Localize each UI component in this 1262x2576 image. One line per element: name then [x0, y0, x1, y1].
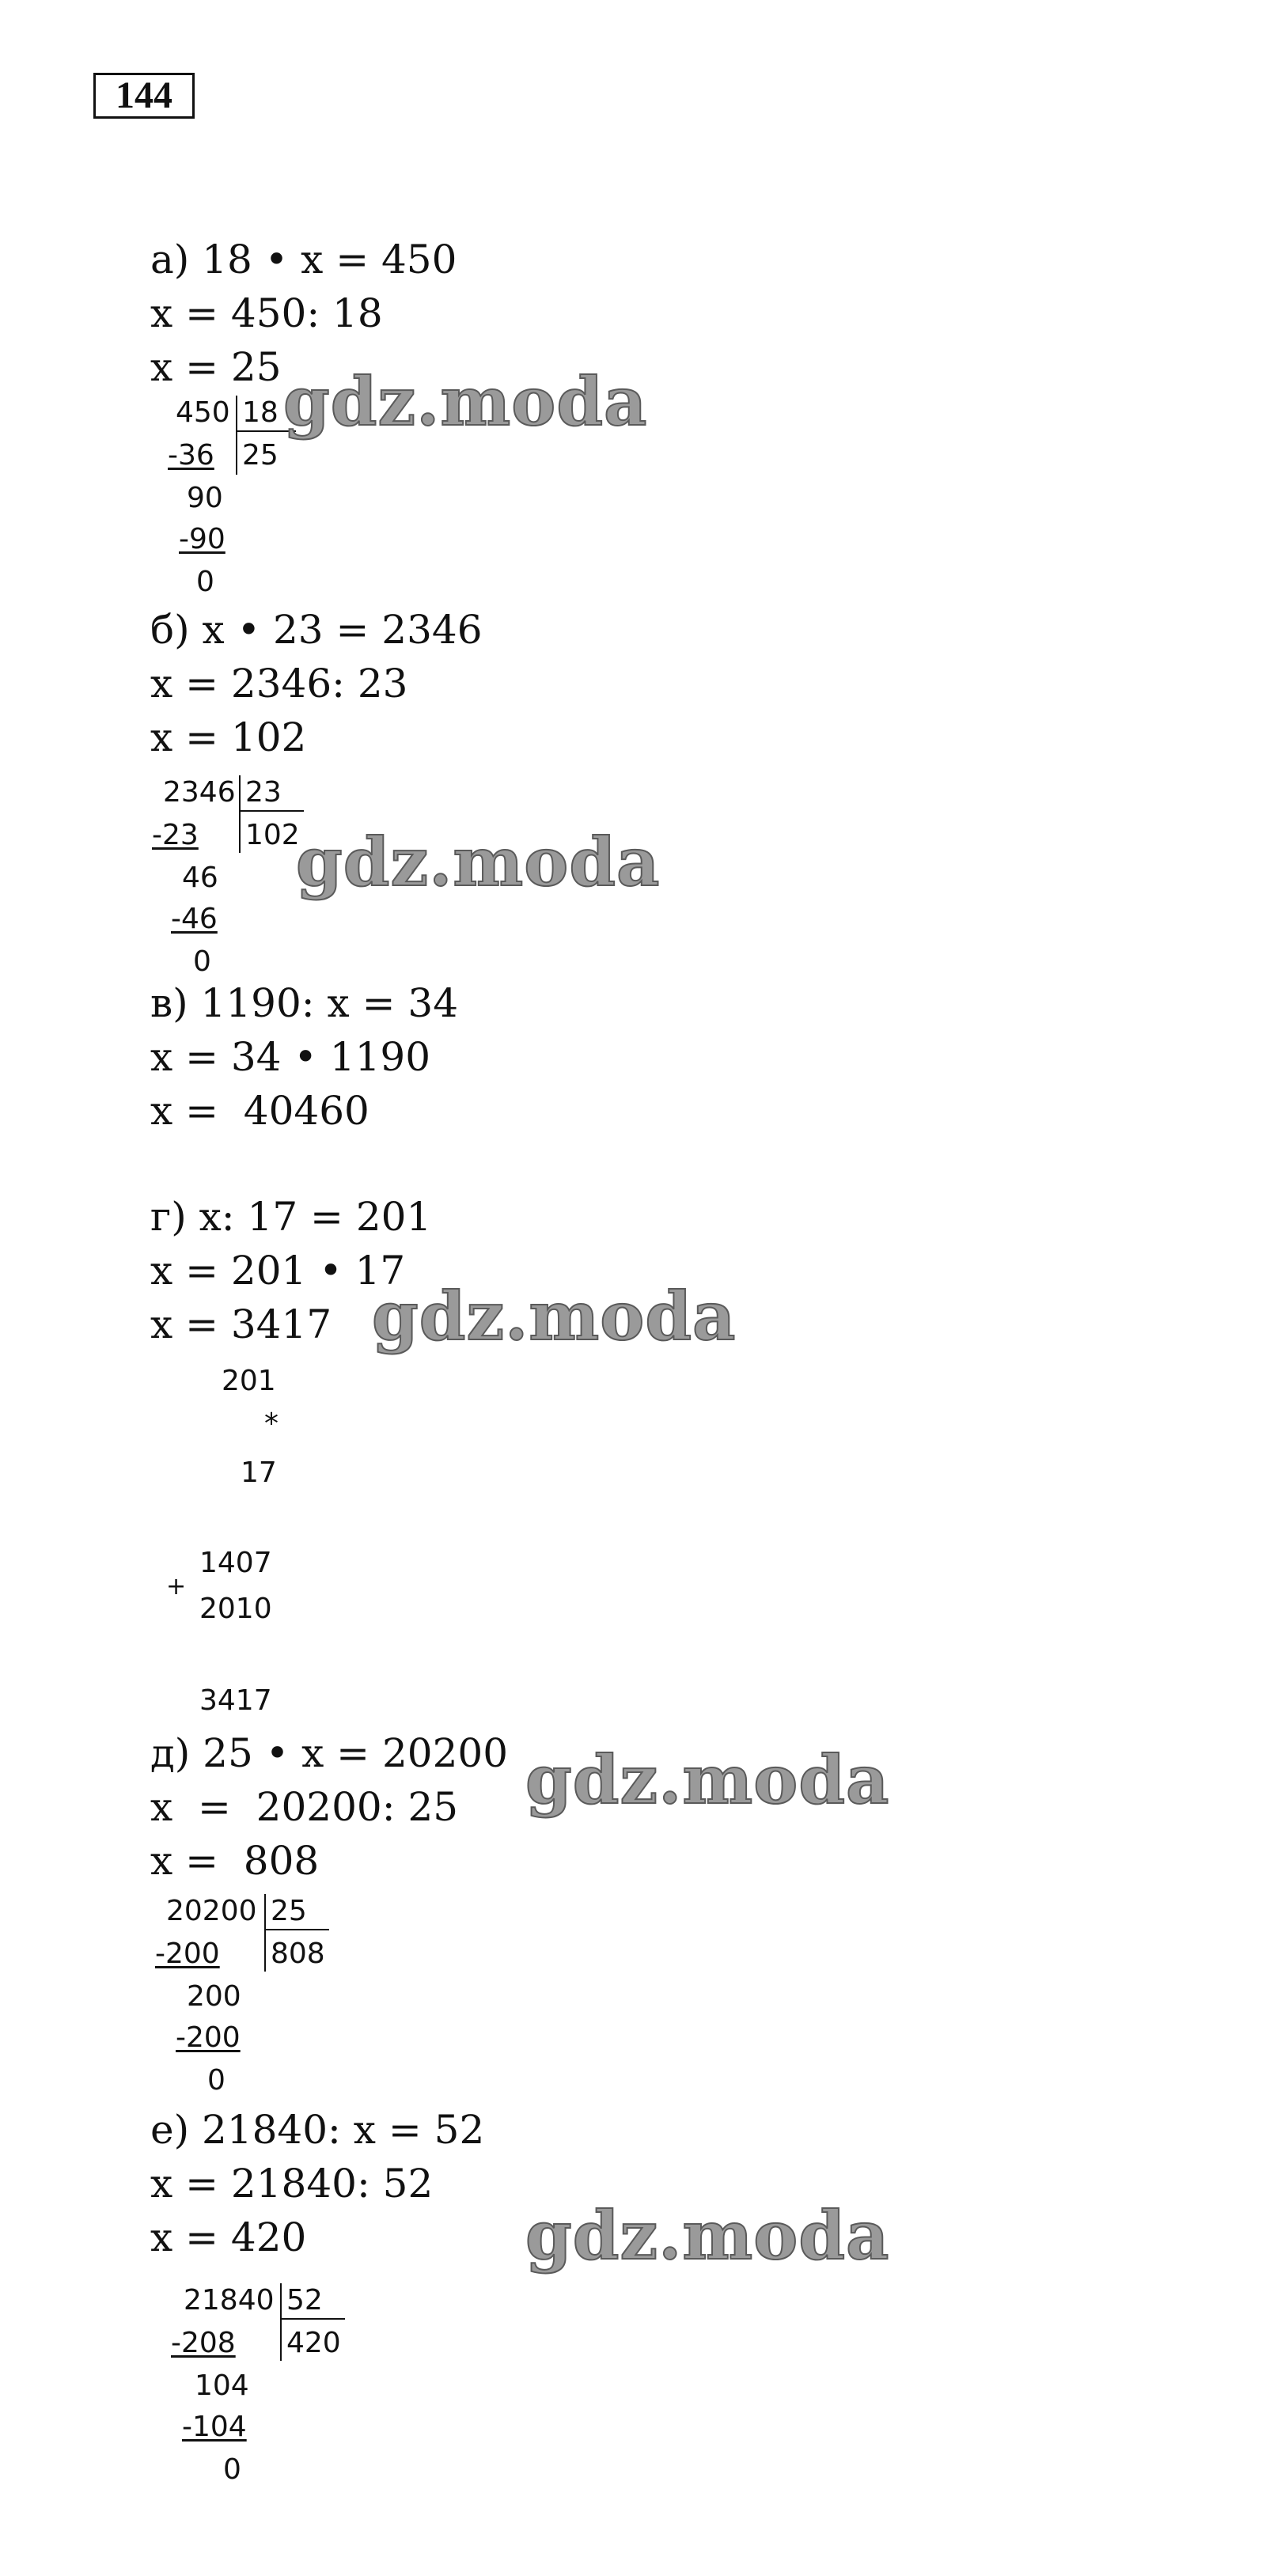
division-bar	[236, 396, 237, 475]
part-v-equation: в) 1190: x = 34	[150, 980, 459, 1026]
part-v-answer: x = 40460	[150, 1088, 370, 1134]
watermark: gdz.moda	[296, 823, 661, 901]
division-line	[282, 2318, 345, 2320]
watermark: gdz.moda	[525, 1741, 890, 1819]
watermark: gdz.moda	[372, 1277, 737, 1355]
part-e-step: x = 21840: 52	[150, 2161, 434, 2207]
division-subtract-2: -46	[171, 903, 218, 935]
division-remainder-1: 46	[182, 862, 218, 894]
part-a-equation: а) 18 • x = 450	[150, 237, 457, 282]
division-dividend: 2346	[163, 776, 236, 809]
division-line	[266, 1929, 329, 1930]
division-divisor: 23	[245, 776, 282, 809]
division-bar	[239, 775, 241, 853]
division-dividend: 21840	[184, 2284, 275, 2317]
division-remainder-1: 200	[187, 1980, 241, 2013]
division-line	[241, 810, 304, 812]
part-g-equation: г) x: 17 = 201	[150, 1194, 432, 1240]
part-b-step: x = 2346: 23	[150, 661, 408, 707]
partial-product-1: 1407	[199, 1547, 272, 1579]
watermark: gdz.moda	[283, 362, 648, 441]
multiply-sign: *	[264, 1407, 279, 1440]
division-quotient: 25	[242, 439, 279, 472]
part-a-answer: x = 25	[150, 344, 282, 390]
division-subtract-1: -23	[152, 819, 199, 851]
division-divisor: 18	[242, 396, 279, 429]
division-quotient: 808	[271, 1938, 325, 1970]
division-quotient: 102	[245, 819, 300, 851]
division-subtract-2: -104	[182, 2411, 247, 2443]
division-remainder-1: 104	[195, 2370, 249, 2402]
division-subtract-2: -200	[176, 2021, 241, 2054]
part-e-answer: x = 420	[150, 2214, 307, 2260]
multiplier: 17	[241, 1457, 277, 1489]
watermark: gdz.moda	[525, 2196, 890, 2275]
partial-product-2: 2010	[199, 1593, 272, 1625]
division-subtract-1: -208	[171, 2327, 236, 2359]
part-a-step: x = 450: 18	[150, 290, 383, 336]
division-subtract-1: -200	[155, 1938, 220, 1970]
division-dividend: 20200	[166, 1895, 257, 1927]
part-d-step: x = 20200: 25	[150, 1784, 459, 1830]
division-divisor: 25	[271, 1895, 307, 1927]
product-result: 3417	[199, 1684, 272, 1717]
task-number-badge: 144	[93, 73, 195, 119]
division-remainder-2: 0	[207, 2064, 225, 2097]
part-e-equation: е) 21840: x = 52	[150, 2107, 485, 2153]
division-remainder-1: 90	[187, 482, 223, 514]
division-quotient: 420	[286, 2327, 341, 2359]
division-dividend: 450	[176, 396, 230, 429]
division-remainder-2: 0	[223, 2453, 241, 2486]
part-d-equation: д) 25 • x = 20200	[150, 1730, 509, 1776]
part-d-answer: x = 808	[150, 1838, 320, 1884]
division-subtract-2: -90	[179, 523, 225, 555]
part-g-step: x = 201 • 17	[150, 1248, 406, 1294]
plus-sign: +	[166, 1573, 187, 1601]
part-b-answer: x = 102	[150, 714, 307, 760]
division-subtract-1: -36	[168, 439, 214, 472]
part-b-equation: б) x • 23 = 2346	[150, 607, 483, 653]
part-g-answer: x = 3417	[150, 1301, 332, 1347]
division-bar	[264, 1894, 266, 1972]
multiplicand: 201	[222, 1365, 276, 1397]
division-divisor: 52	[286, 2284, 323, 2317]
division-remainder-2: 0	[193, 945, 211, 978]
division-bar	[280, 2283, 282, 2361]
part-v-step: x = 34 • 1190	[150, 1034, 431, 1080]
division-remainder-2: 0	[196, 566, 214, 598]
